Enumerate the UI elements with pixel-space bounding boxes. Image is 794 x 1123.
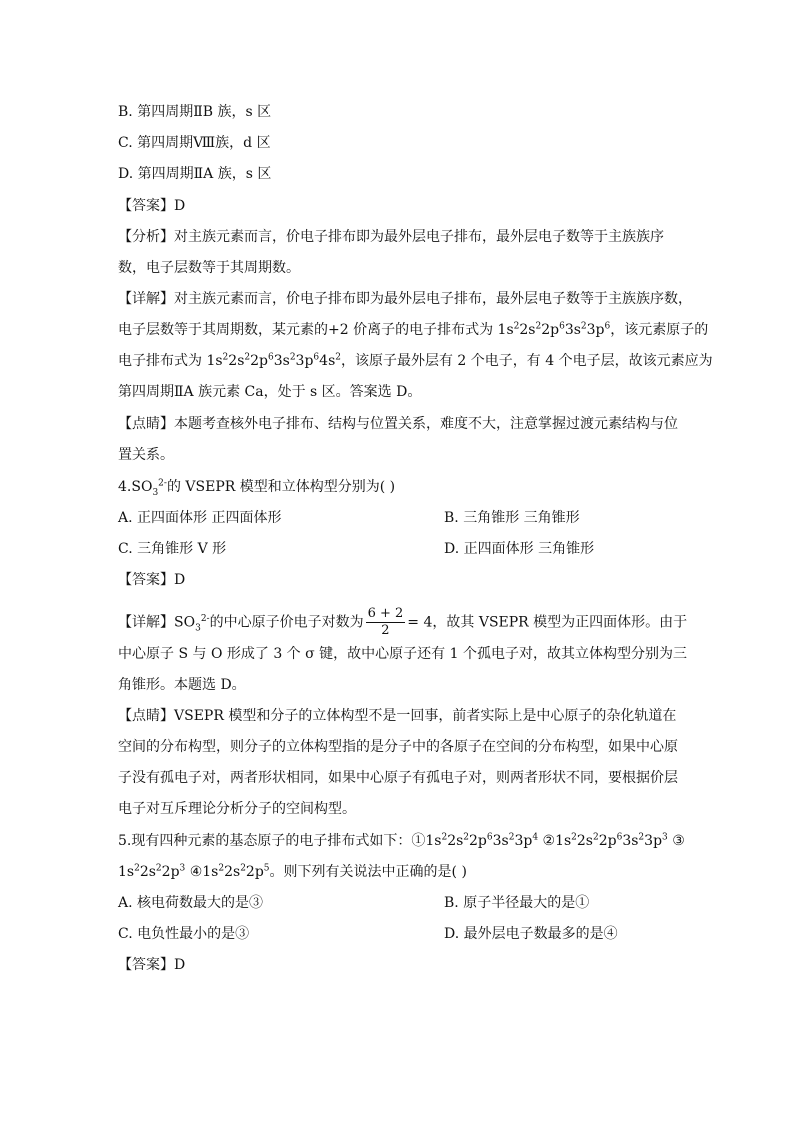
q4-option-b: B. 三角锥形 三角锥形 — [444, 510, 580, 526]
q3-option-b: B. 第四周期ⅡB 族，s 区 — [118, 104, 272, 120]
q3-option-c: C. 第四周期Ⅷ族，d 区 — [118, 135, 271, 151]
q4-answer: 【答案】D — [118, 572, 186, 588]
q3-comment-line-1: 【点睛】本题考查核外电子排布、结构与位置关系，难度不大，注意掌握过渡元素结构与位 — [118, 416, 678, 432]
q4-comment-line-1: 【点睛】VSEPR 模型和分子的立体构型不是一回事，前者实际上是中心原子的杂化轨道在 — [118, 708, 677, 724]
q5-stem-line-2: $1s^22s^22p^3$ $④1s^22s^22p^5$。则下列有关说法中正确的是( ) — [118, 863, 467, 880]
q3-option-d: D. 第四周期ⅡA 族，s 区 — [118, 166, 272, 182]
q4-detail-line-2: 中心原子 S 与 O 形成了 3 个 σ 键，故中心原子还有 1 个孤电子对，故其立体构型分别为三 — [118, 646, 687, 662]
q5-answer: 【答案】D — [118, 957, 186, 973]
q5-option-b: B. 原子半径最大的是① — [444, 895, 590, 911]
q3-analysis-line-2: 数，电子层数等于其周期数。 — [118, 260, 300, 276]
q4-detail-line-1: 【详解】$SO_3^{2-}$的中心原子价电子对数为 $\frac{6 + 2}{2}$ = 4，故其 VSEPR 模型为正四面体形。由于 — [118, 606, 688, 638]
q5-option-c: C. 电负性最小的是③ — [118, 926, 250, 942]
q4-option-c: C. 三角锥形 V 形 — [118, 541, 227, 557]
q4-detail-line-3: 角锥形。本题选 D。 — [118, 677, 246, 693]
q5-stem-line-1: 5.现有四种元素的基态原子的电子排布式如下：$①1s^22s^22p^63s^23p^4$ $②1s^22s^22p^63s^23p^3$ ③ — [118, 832, 685, 849]
q3-detail-line-2: 电子层数等于其周期数，某元素的+2 价离子的电子排布式为 $1s^22s^22p^63s^23p^6$，该元素原子的 — [118, 321, 709, 338]
q3-comment-line-2: 置关系。 — [118, 447, 174, 463]
q5-option-a: A. 核电荷数最大的是③ — [118, 895, 264, 911]
q4-comment-line-2: 空间的分布构型，则分子的立体构型指的是分子中的各原子在空间的分布构型，如果中心原 — [118, 739, 678, 755]
q4-comment-line-3: 子没有孤电子对，两者形状相同，如果中心原子有孤电子对，则两者形状不同，要根据价层 — [118, 770, 678, 786]
q4-option-d: D. 正四面体形 三角锥形 — [444, 541, 595, 557]
q3-detail-line-1: 【详解】对主族元素而言，价电子排布即为最外层电子排布，最外层电子数等于主族族序数， — [118, 291, 692, 307]
q3-detail-line-4: 第四周期ⅡA 族元素 Ca，处于 s 区。答案选 D。 — [118, 384, 422, 400]
q4-stem: $4.SO_3^{2-}$的 VSEPR 模型和立体构型分别为( ) — [118, 478, 396, 498]
q3-analysis-line-1: 【分析】对主族元素而言，价电子排布即为最外层电子排布，最外层电子数等于主族族序 — [118, 229, 664, 245]
q3-detail-line-3: 电子排布式为 $1s^22s^22p^63s^23p^64s^2$，该原子最外层有 2 个电子，有 4 个电子层，故该元素应为 — [118, 352, 713, 369]
q3-answer: 【答案】D — [118, 198, 186, 214]
fraction: $\frac{6 + 2}{2}$ — [367, 606, 404, 638]
q5-option-d: D. 最外层电子数最多的是④ — [444, 926, 618, 942]
q4-comment-line-4: 电子对互斥理论分析分子的空间构型。 — [118, 801, 356, 817]
q4-option-a: A. 正四面体形 正四面体形 — [118, 510, 282, 526]
